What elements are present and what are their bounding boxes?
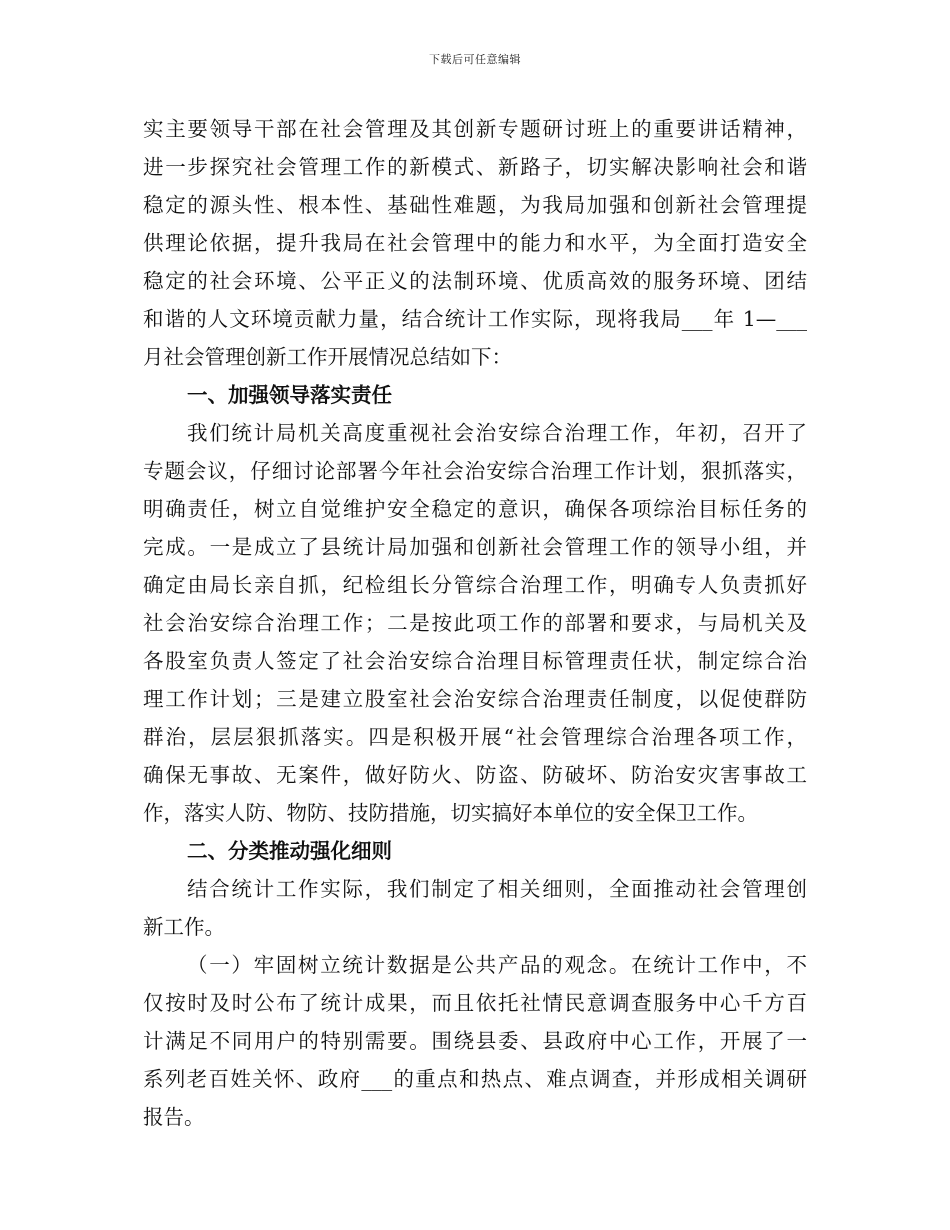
text-line: 专题会议，仔细讨论部署今年社会治安综合治理工作计划，狠抓落实， <box>143 459 807 483</box>
text-line: 社会治安综合治理工作；二是按此项工作的部署和要求，与局机关及 <box>143 611 807 635</box>
text-line: 作，落实人防、物防、技防措施，切实搞好本单位的安全保卫工作。 <box>143 801 758 825</box>
text-line: 和谐的人文环境贡献力量，结合统计工作实际，现将我局___年 1—___ <box>143 307 807 331</box>
text-line: 进一步探究社会管理工作的新模式、新路子，切实解决影响社会和谐 <box>143 155 807 179</box>
text-line: 稳定的源头性、根本性、基础性难题，为我局加强和创新社会管理提 <box>143 193 807 217</box>
section-heading: 二、分类推动强化细则 <box>187 839 392 863</box>
text-line: 我们统计局机关高度重视社会治安综合治理工作，年初，召开了 <box>187 421 807 445</box>
text-line: 确定由局长亲自抓，纪检组长分管综合治理工作，明确专人负责抓好 <box>143 573 807 597</box>
section-heading: 一、加强领导落实责任 <box>187 383 392 407</box>
text-line: 群治，层层狠抓落实。四是积极开展“社会管理综合治理各项工作， <box>143 725 807 749</box>
document-body <box>143 110 807 1136</box>
page-header: 下载后可任意编辑 <box>429 53 521 66</box>
text-line: 实主要领导干部在社会管理及其创新专题研讨班上的重要讲话精神， <box>143 117 807 141</box>
text-line: 确保无事故、无案件，做好防火、防盗、防破坏、防治安灾害事故工 <box>143 763 807 787</box>
text-line: 新工作。 <box>143 915 225 939</box>
text-line: 系列老百姓关怀、政府___的重点和热点、难点调查，并形成相关调研 <box>143 1067 807 1091</box>
text-line: 理工作计划；三是建立股室社会治安综合治理责任制度，以促使群防 <box>143 687 807 711</box>
text-line: 稳定的社会环境、公平正义的法制环境、优质高效的服务环境、团结 <box>143 269 807 293</box>
text-line: 供理论依据，提升我局在社会管理中的能力和水平，为全面打造安全 <box>143 231 807 255</box>
text-line: 结合统计工作实际，我们制定了相关细则，全面推动社会管理创 <box>187 877 807 901</box>
text-line: 明确责任，树立自觉维护安全稳定的意识，确保各项综治目标任务的 <box>143 497 807 521</box>
text-line: 完成。一是成立了县统计局加强和创新社会管理工作的领导小组，并 <box>143 535 807 559</box>
text-line: （一）牢固树立统计数据是公共产品的观念。在统计工作中，不 <box>187 953 807 977</box>
text-line: 报告。 <box>143 1105 205 1129</box>
text-line: 仅按时及时公布了统计成果，而且依托社情民意调查服务中心千方百 <box>143 991 807 1015</box>
text-line: 月社会管理创新工作开展情况总结如下： <box>143 345 512 369</box>
text-line: 计满足不同用户的特别需要。围绕县委、县政府中心工作，开展了一 <box>143 1029 807 1053</box>
text-line: 各股室负责人签定了社会治安综合治理目标管理责任状，制定综合治 <box>143 649 807 673</box>
